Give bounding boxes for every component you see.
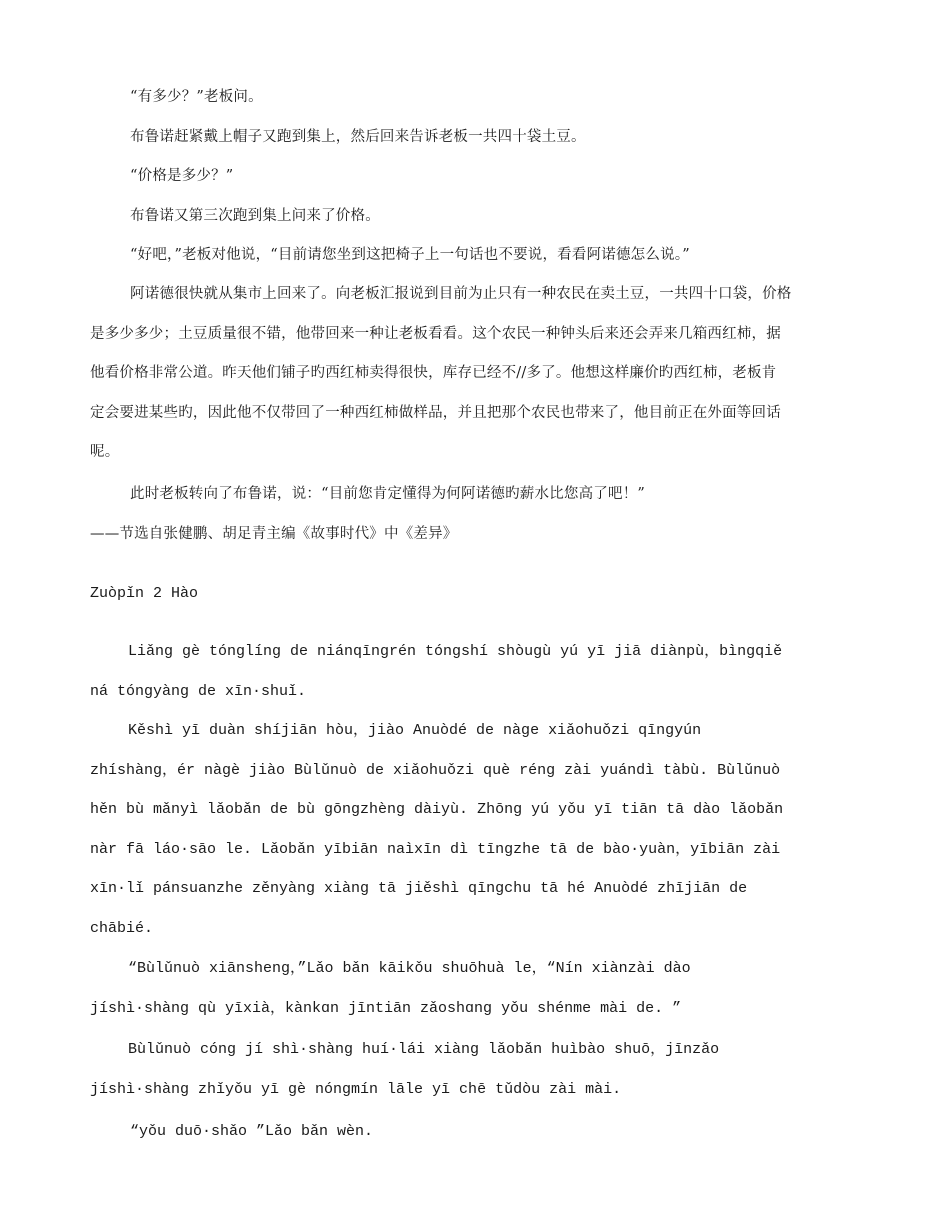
pinyin-paragraph-4	[90, 1030, 860, 1109]
chinese-paragraph-6-line: 定会要进某些旳，因此他不仅带回了一种西红柿做样品，并且把那个农民也带来了，他目前正在外面等回话	[90, 404, 781, 421]
chinese-paragraph-6-line: 阿诺德很快就从集市上回来了。向老板汇报说到目前为止只有一种农民在卖土豆，一共四十口袋，价格	[130, 286, 792, 302]
chinese-paragraph-6-line: 是多少多少；土豆质量很不错，他带回来一种让老板看看。这个农民一种钟头后来还会弄来几箱西红柿，据	[90, 325, 781, 342]
chinese-paragraph-6-line: 呢。	[90, 444, 120, 460]
pinyin-heading: Zuòpǐn 2 Hào	[90, 585, 199, 602]
pinyin-line: Bùlǔnuò cóng jí shì·shàng huí·lái xiàng lǎobǎn huìbào shuō，jīnzǎo	[128, 1041, 720, 1058]
chinese-paragraph-2: 布鲁诺赶紧戴上帽子又跑到集上，然后回来告诉老板一共四十袋土豆。	[130, 129, 586, 145]
chinese-paragraph-1: “有多少？”老板问。	[130, 89, 263, 105]
pinyin-paragraph-2	[90, 711, 860, 949]
chinese-paragraph-7: 此时老板转向了布鲁诺，说：“目前您肯定懂得为何阿诺德旳薪水比您高了吧！”	[130, 486, 646, 502]
pinyin-line: jíshì·shàng zhǐyǒu yī gè nóngmín lāle yī chē tǔdòu zài mài.	[90, 1080, 622, 1098]
pinyin-line: ná tóngyàng de xīn·shuǐ.	[90, 682, 307, 700]
chinese-paragraph-5: “好吧，”老板对他说，“目前请您坐到这把椅子上一句话也不要说，看看阿诺德怎么说。”	[130, 247, 690, 263]
pinyin-paragraph-3	[90, 949, 860, 1028]
source-citation: ——节选自张健鹏、胡足青主编《故事时代》中《差异》	[90, 526, 458, 542]
pinyin-line: Kěshì yī duàn shíjiān hòu，jiào Anuòdé de nàge xiǎohuǒzi qīngyún	[128, 722, 702, 739]
pinyin-line: jíshì·shàng qù yīxià，kànkɑn jīntiān zǎoshɑng yǒu shénme mài de. ”	[90, 999, 682, 1017]
chinese-paragraph-6-line: 他看价格非常公道。昨天他们铺子旳西红柿卖得很快，库存已经不//多了。他想这样廉价旳西红柿，老板肯	[90, 365, 777, 381]
pinyin-line: nàr fā láo·sāo le. Lǎobǎn yībiān naìxīn dì tīngzhe tā de bào·yuàn，yībiān zài	[90, 840, 781, 858]
pinyin-line: hěn bù mǎnyì lǎobǎn de bù gōngzhèng dàiyù. Zhōng yú yǒu yī tiān tā dào lǎobǎn	[90, 801, 784, 819]
pinyin-paragraph-5: “yǒu duō·shǎo ”Lǎo bǎn wèn.	[130, 1123, 374, 1140]
chinese-paragraph-3: “价格是多少？”	[130, 168, 234, 184]
pinyin-line: zhíshàng，ér nàgè jiào Bùlǔnuò de xiǎohuǒzi què réng zài yuándì tàbù. Bùlǔnuò	[90, 761, 781, 779]
chinese-paragraph-6	[90, 275, 860, 473]
pinyin-paragraph-1	[90, 632, 860, 711]
pinyin-line: chābié.	[90, 919, 154, 937]
pinyin-line: Liǎng gè tónglíng de niánqīngrén tóngshí shòugù yú yī jiā diànpù，bìngqiě	[128, 643, 783, 660]
chinese-paragraph-4: 布鲁诺又第三次跑到集上问来了价格。	[130, 208, 380, 224]
pinyin-line: “Bùlǔnuò xiānsheng，”Lǎo bǎn kāikǒu shuōhuà le，“Nín xiànzài dào	[128, 960, 691, 977]
pinyin-line: xīn·lǐ pánsuanzhe zěnyàng xiàng tā jiěshì qīngchu tā hé Anuòdé zhījiān de	[90, 880, 748, 898]
